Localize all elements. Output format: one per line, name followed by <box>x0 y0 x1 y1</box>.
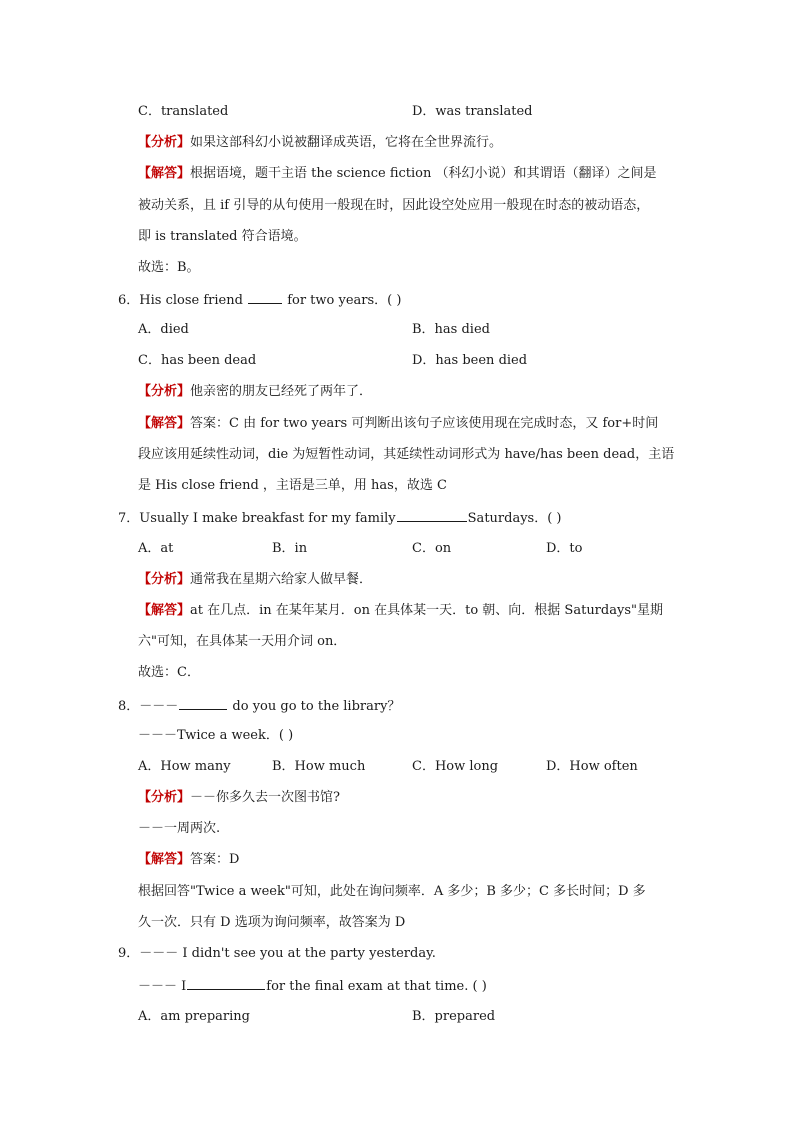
q8-analysis <box>138 789 340 807</box>
q8-analysis-text: －－你多久去一次图书馆? <box>190 790 340 805</box>
q8-blank <box>179 696 227 710</box>
q9-stem: 9．－－－ I didn't see you at the party yesterday. <box>118 946 436 961</box>
q7-stem <box>118 508 562 528</box>
q9-reply <box>138 976 487 996</box>
q7-stem-part-1: 7．Usually I make breakfast for my family <box>118 511 396 526</box>
q8-option-a: A．How many <box>138 759 231 774</box>
answer-tag: 【解答】 <box>138 603 191 618</box>
q6-answer-line-3: 是 His close friend ，主语是三单，用 has，故选 C <box>138 478 447 493</box>
analysis-tag: 【分析】 <box>138 790 191 805</box>
q8-answer-line-3: 久一次．只有 D 选项为询问频率，故答案为 D <box>138 915 406 930</box>
q5-answer-line-1 <box>138 165 657 183</box>
q5-answer-line-3: 即 is translated 符合语境。 <box>138 229 307 244</box>
q5-option-c: C．translated <box>138 104 229 119</box>
q7-analysis <box>138 571 372 589</box>
q8-analysis-line-2: －－一周两次. <box>138 821 221 836</box>
q5-answer-line-2: 被动关系，且 if 引导的从句使用一般现在时，因此设空处应用一般现在时态的被动语态， <box>138 198 650 213</box>
q8-answer-line-2: 根据回答"Twice a week"可知，此处在询问频率．A 多少；B 多少；C 多长时间；D 多 <box>138 884 646 899</box>
q6-stem <box>118 290 401 310</box>
q8-answer-line-1 <box>138 851 239 869</box>
q8-stem-part-1: 8．－－－ <box>118 699 179 714</box>
q8-stem-part-2: do you go to the library？ <box>232 699 401 714</box>
q6-answer-line-1 <box>138 415 658 433</box>
q7-stem-part-2: Saturdays．( ) <box>467 511 562 526</box>
answer-tag: 【解答】 <box>138 166 191 181</box>
q7-answer-text-1: at 在几点．in 在某年某月．on 在具体某一天．to 朝、向．根据 Saturdays"星期 <box>190 603 663 618</box>
q6-stem-part-2: for two years．( ) <box>287 293 402 308</box>
q6-option-b: B．has died <box>412 322 490 337</box>
q7-answer-line-1 <box>138 602 663 620</box>
q6-answer-text-1: 答案：C 由 for two years 可判断出该句子应该使用现在完成时态，又 for+时间 <box>190 416 659 431</box>
q9-option-a: A．am preparing <box>138 1009 250 1024</box>
analysis-tag: 【分析】 <box>138 135 191 150</box>
q7-option-b: B．in <box>272 541 308 556</box>
q6-analysis-text: 他亲密的朋友已经死了两年了． <box>190 384 373 399</box>
q8-stem <box>118 696 400 716</box>
q6-option-a: A．died <box>138 322 189 337</box>
q7-option-a: A．at <box>138 541 174 556</box>
q6-answer-line-2: 段应该用延续性动词，die 为短暂性动词，其延续性动词形式为 have/has been dead，主语 <box>138 447 675 462</box>
q5-answer-text-1: 根据语境，题干主语 the science fiction （科幻小说）和其谓语（翻译）之间是 <box>190 166 657 181</box>
q7-option-d: D．to <box>546 541 583 556</box>
q8-option-c: C．How long <box>412 759 499 774</box>
q6-option-d: D．has been died <box>412 353 528 368</box>
q5-choice: 故选：B。 <box>138 260 200 275</box>
q6-stem-part-1: 6．His close friend <box>118 293 243 308</box>
analysis-tag: 【分析】 <box>138 384 191 399</box>
answer-tag: 【解答】 <box>138 416 191 431</box>
q9-reply-part-2: for the final exam at that time. ( ) <box>266 979 487 994</box>
q8-option-d: D．How often <box>546 759 638 774</box>
q8-option-b: B．How much <box>272 759 366 774</box>
q5-analysis <box>138 134 502 152</box>
answer-tag: 【解答】 <box>138 852 191 867</box>
q7-choice: 故选：C． <box>138 665 200 680</box>
q7-option-c: C．on <box>412 541 452 556</box>
q6-analysis <box>138 383 372 401</box>
q6-option-c: C．has been dead <box>138 353 257 368</box>
q5-option-d: D．was translated <box>412 104 533 119</box>
q8-reply: －－－Twice a week．( ) <box>138 728 294 743</box>
q5-analysis-text: 如果这部科幻小说被翻译成英语，它将在全世界流行。 <box>190 135 503 150</box>
q7-blank <box>397 508 467 522</box>
q6-blank <box>248 290 282 304</box>
q9-option-b: B．prepared <box>412 1009 496 1024</box>
q7-analysis-text: 通常我在星期六给家人做早餐． <box>190 572 373 587</box>
q7-answer-line-2: 六"可知，在具体某一天用介词 on． <box>138 634 347 649</box>
q8-answer-text-1: 答案：D <box>190 852 240 867</box>
q9-blank <box>187 976 265 990</box>
analysis-tag: 【分析】 <box>138 572 191 587</box>
q9-reply-part-1: －－－ I <box>138 979 187 994</box>
